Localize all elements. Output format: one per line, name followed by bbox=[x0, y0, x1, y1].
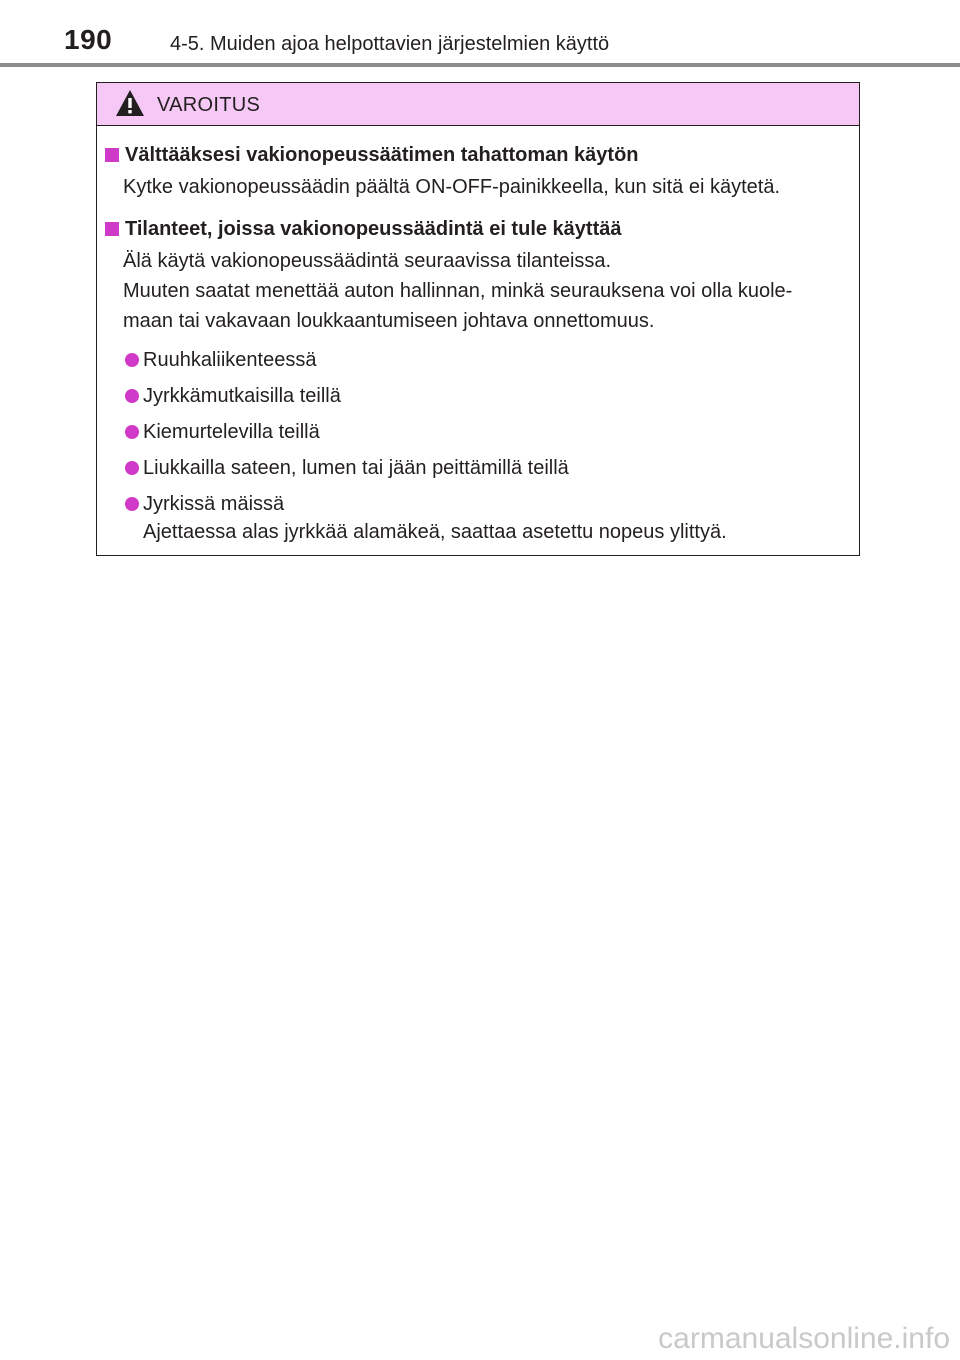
watermark: carmanualsonline.info bbox=[658, 1322, 950, 1355]
list-item-text: Jyrkkämutkaisilla teillä bbox=[143, 385, 341, 407]
list-item bbox=[97, 454, 859, 482]
list-item bbox=[97, 490, 859, 546]
warning-item bbox=[97, 140, 859, 202]
list-item bbox=[97, 418, 859, 446]
round-bullet-icon bbox=[125, 353, 139, 367]
square-bullet-icon bbox=[105, 148, 119, 162]
item-text: maan tai vakavaan loukkaantumiseen johtava onnettomuus. bbox=[123, 310, 655, 332]
round-bullet-icon bbox=[125, 389, 139, 403]
item-heading bbox=[99, 140, 859, 170]
list-item bbox=[97, 382, 859, 410]
item-heading-text: Välttääksesi vakionopeussäätimen tahattoman käytön bbox=[125, 144, 639, 166]
item-text: Älä käytä vakionopeussäädintä seuraavissa tilanteissa. bbox=[123, 250, 612, 272]
page-header bbox=[0, 0, 960, 68]
item-heading-text: Tilanteet, joissa vakionopeussäädintä ei tule käyttää bbox=[125, 218, 622, 240]
list-item-text: Jyrkissä mäissä bbox=[143, 493, 285, 515]
item-text: Muuten saatat menettää auton hallinnan, minkä seurauksena voi olla kuole- bbox=[123, 280, 793, 302]
warning-body bbox=[97, 126, 859, 546]
round-bullet-icon bbox=[125, 497, 139, 511]
warning-triangle-icon bbox=[115, 89, 145, 117]
list-item bbox=[97, 346, 859, 374]
square-bullet-icon bbox=[105, 222, 119, 236]
list-item-text: Kiemurtelevilla teillä bbox=[143, 421, 320, 443]
warning-box bbox=[96, 82, 860, 556]
section-title: 4-5. Muiden ajoa helpottavien järjestelmien käyttö bbox=[170, 33, 610, 55]
item-heading bbox=[99, 214, 859, 244]
header-divider bbox=[0, 63, 960, 67]
list-item-text: Ajettaessa alas jyrkkää alamäkeä, saattaa asetettu nopeus ylittyä. bbox=[143, 521, 727, 543]
warning-header bbox=[97, 83, 859, 126]
warning-label: VAROITUS bbox=[157, 94, 261, 116]
page-number: 190 bbox=[64, 24, 113, 55]
round-bullet-icon bbox=[125, 461, 139, 475]
list-item-text: Liukkailla sateen, lumen tai jään peittämillä teillä bbox=[143, 457, 569, 479]
round-bullet-icon bbox=[125, 425, 139, 439]
item-text: Kytke vakionopeussäädin päältä ON-OFF-painikkeella, kun sitä ei käytetä. bbox=[123, 176, 781, 198]
list-item-text: Ruuhkaliikenteessä bbox=[143, 349, 317, 371]
warning-item bbox=[97, 214, 859, 546]
